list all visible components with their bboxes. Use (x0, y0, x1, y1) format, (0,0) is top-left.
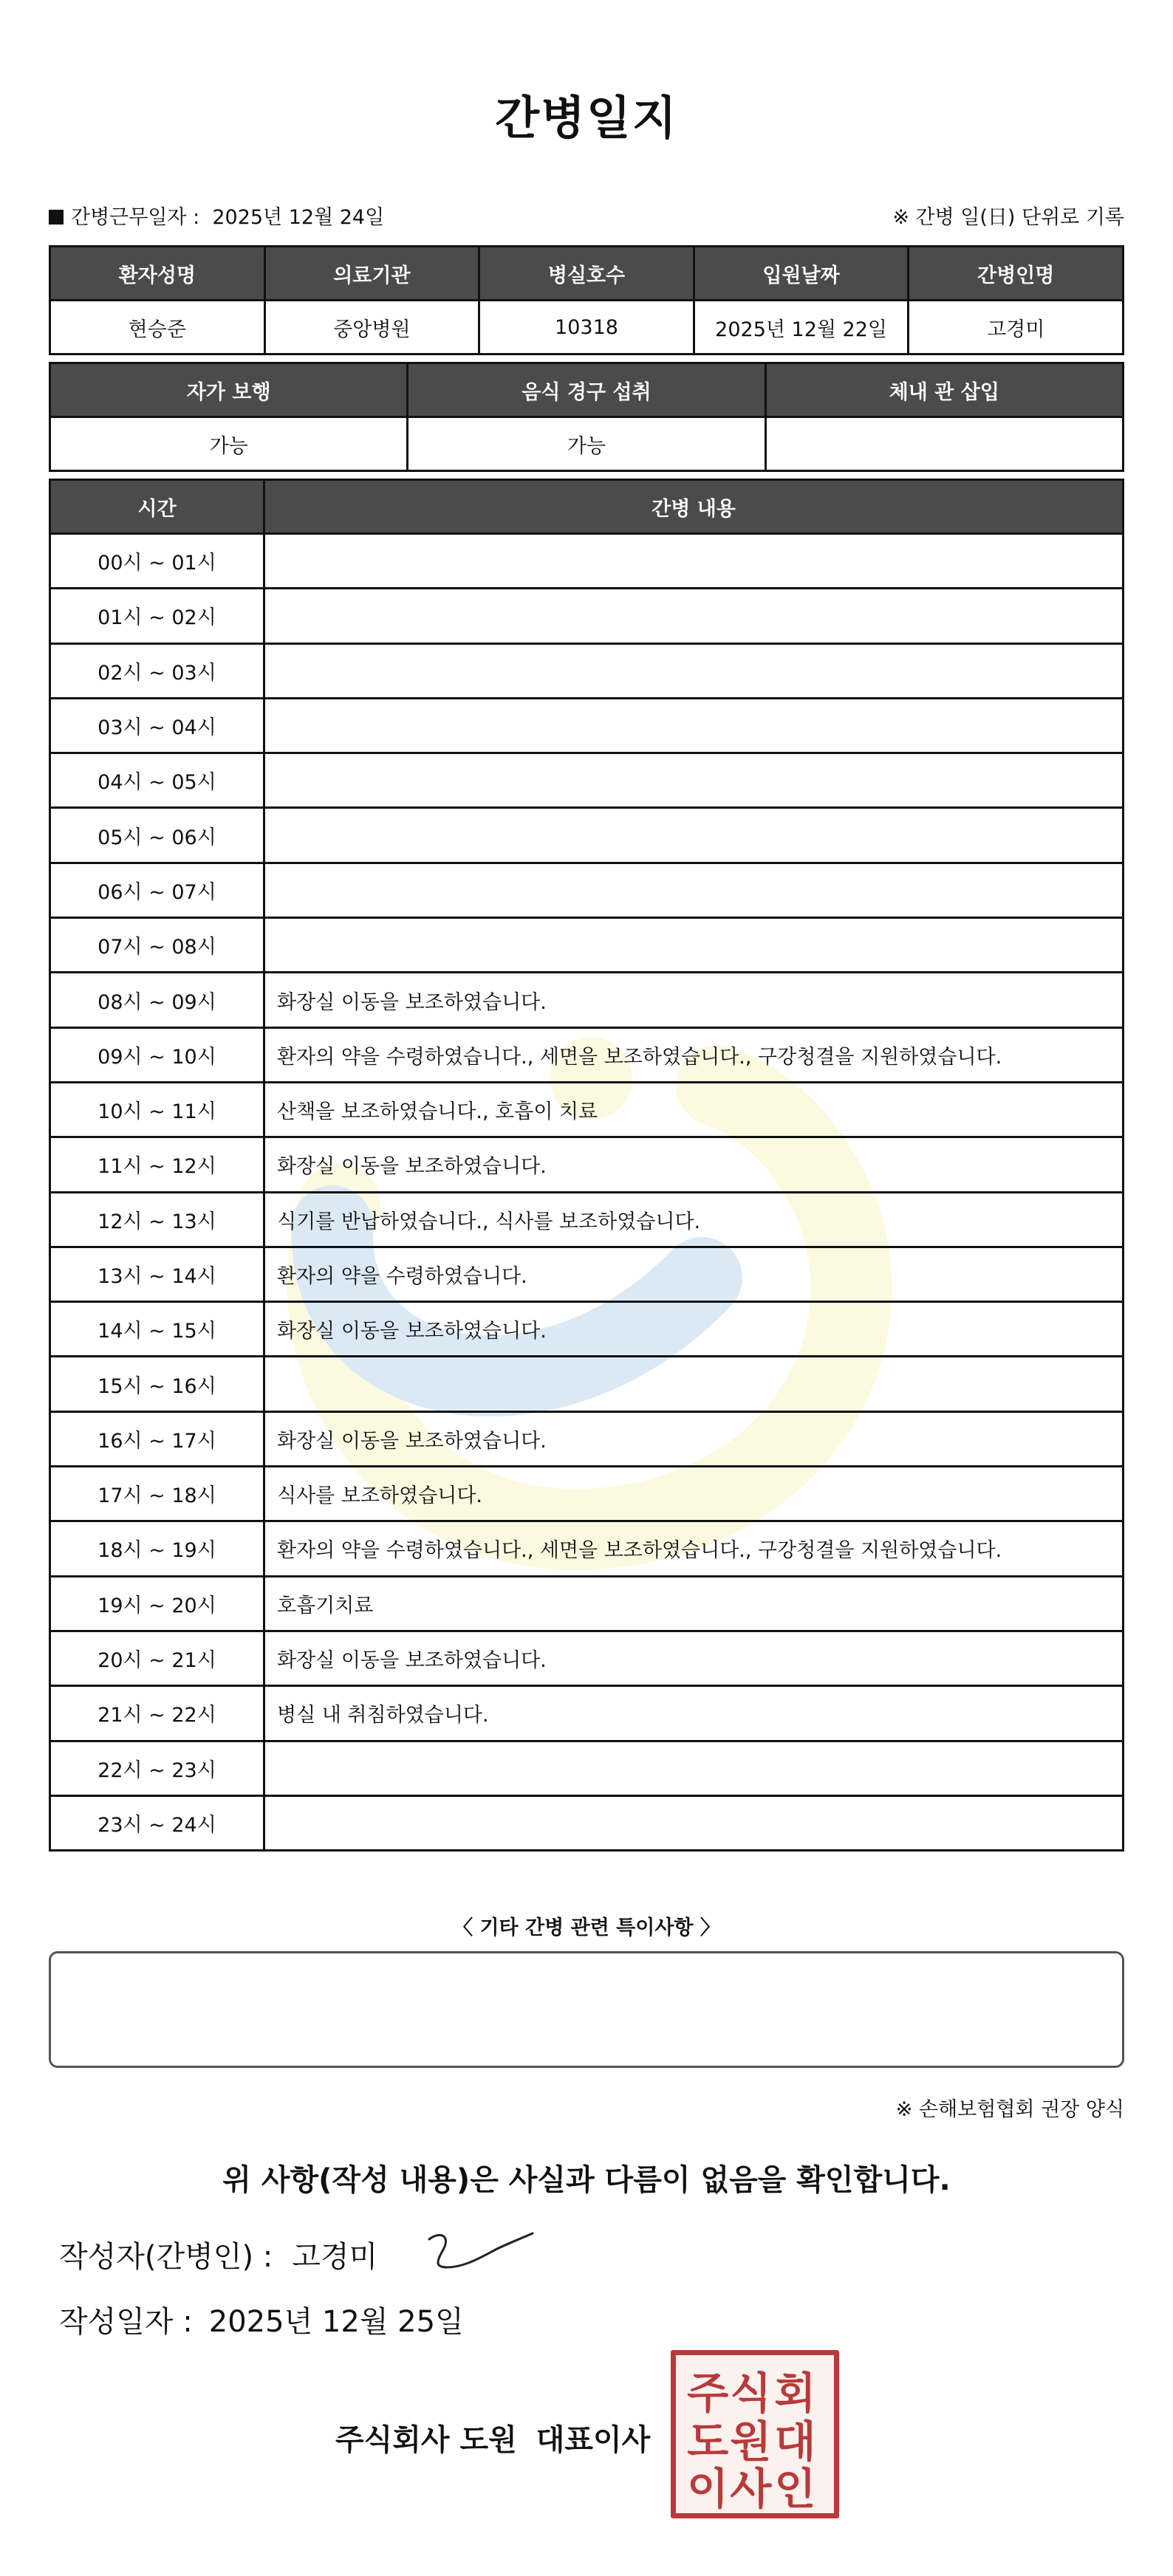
care-log-content (264, 1357, 1124, 1411)
header-patient-name: 환자성명 (50, 247, 265, 301)
care-log-content: 환자의 약을 수령하였습니다., 세면을 보조하였습니다., 구강청결을 지원하였습니다. (264, 1027, 1124, 1082)
care-log-content (264, 918, 1124, 973)
care-log-time: 16시 ~ 17시 (50, 1411, 264, 1466)
seal-char-9: 인 (774, 2463, 816, 2513)
care-log-content (264, 753, 1124, 808)
care-log-row (50, 698, 1124, 753)
written-date-label: 작성일자 : (59, 2305, 193, 2339)
admission-date: 2025년 12월 22일 (694, 301, 909, 354)
care-log-row (50, 1137, 1124, 1192)
care-log-table (49, 479, 1124, 1852)
care-log-row (50, 973, 1124, 1027)
care-log-time: 13시 ~ 14시 (50, 1247, 264, 1301)
tube-insertion (765, 417, 1123, 471)
care-log-row (50, 643, 1124, 698)
form-source-note: ※ 손해보험협회 권장 양식 (895, 2098, 1124, 2121)
notes-box (49, 1951, 1124, 2068)
care-log-body (50, 534, 1124, 1851)
header-hospital: 의료기관 (264, 247, 479, 301)
writer-label: 작성자(간병인) : (59, 2240, 273, 2274)
care-log-row (50, 1576, 1124, 1631)
care-log-row (50, 1631, 1124, 1685)
care-log-row (50, 1411, 1124, 1466)
header-tube-insertion: 체내 관 삽입 (765, 363, 1123, 417)
care-log-content: 화장실 이동을 보조하였습니다. (264, 1411, 1124, 1466)
care-log-content: 산책을 보조하였습니다., 호흡이 치료 (264, 1082, 1124, 1137)
hospital: 중앙병원 (264, 301, 479, 354)
care-log-time: 01시 ~ 02시 (50, 589, 264, 643)
care-log-row (50, 808, 1124, 863)
header-self-walking: 자가 보행 (50, 363, 408, 417)
care-log-time: 12시 ~ 13시 (50, 1192, 264, 1247)
patient-info-table (49, 245, 1124, 355)
care-log-row (50, 1795, 1124, 1850)
company-line (335, 2416, 650, 2459)
care-log-time: 05시 ~ 06시 (50, 808, 264, 863)
company-rep: 대표이사 (536, 2423, 651, 2457)
care-log-content: 환자의 약을 수령하였습니다., 세면을 보조하였습니다., 구강청결을 지원하였습니다. (264, 1521, 1124, 1576)
care-log-row (50, 1357, 1124, 1411)
care-log-time: 02시 ~ 03시 (50, 643, 264, 698)
care-log-row (50, 1247, 1124, 1301)
care-log-content (264, 534, 1124, 589)
care-log-time: 17시 ~ 18시 (50, 1467, 264, 1521)
care-log-row (50, 1302, 1124, 1357)
care-log-content (264, 1795, 1124, 1850)
unit-note: ※ 간병 일(日) 단위로 기록 (892, 206, 1124, 229)
care-log-row (50, 1192, 1124, 1247)
care-log-row (50, 1521, 1124, 1576)
company-name: 주식회사 도원 (335, 2423, 517, 2457)
care-log-time: 11시 ~ 12시 (50, 1137, 264, 1192)
square-bullet-icon (49, 210, 64, 225)
handwritten-signature (425, 2229, 536, 2278)
header-time: 시간 (50, 480, 264, 534)
seal-char-4: 도 (687, 2416, 729, 2467)
care-log-content: 호흡기치료 (264, 1576, 1124, 1631)
care-log-row (50, 1082, 1124, 1137)
seal-char-5: 원 (730, 2416, 772, 2467)
care-log-time: 00시 ~ 01시 (50, 534, 264, 589)
confirmation-statement: 위 사항(작성 내용)은 사실과 다름이 없음을 확인합니다. (222, 2163, 951, 2197)
company-seal-stamp (671, 2350, 839, 2518)
care-log-row (50, 589, 1124, 643)
care-log-time: 03시 ~ 04시 (50, 698, 264, 753)
writer-name: 고경미 (292, 2240, 378, 2274)
care-log-row (50, 1467, 1124, 1521)
seal-char-6: 대 (774, 2416, 816, 2467)
notes-title: 〈 기타 간병 관련 특이사항 〉 (453, 1916, 720, 1939)
room-number: 10318 (479, 301, 694, 354)
patient-name: 현승준 (50, 301, 265, 354)
care-log-row (50, 1741, 1124, 1795)
care-log-time: 21시 ~ 22시 (50, 1686, 264, 1741)
header-room-number: 병실호수 (479, 247, 694, 301)
seal-char-1: 주 (687, 2368, 729, 2419)
care-log-content: 식사를 보조하였습니다. (264, 1467, 1124, 1521)
seal-char-8: 사 (730, 2463, 772, 2513)
care-log-time: 09시 ~ 10시 (50, 1027, 264, 1082)
care-log-time: 10시 ~ 11시 (50, 1082, 264, 1137)
seal-glyphs (676, 2355, 834, 2513)
care-log-row (50, 863, 1124, 917)
care-date (49, 201, 384, 230)
care-log-time: 08시 ~ 09시 (50, 973, 264, 1027)
care-log-time: 18시 ~ 19시 (50, 1521, 264, 1576)
written-date-line (59, 2298, 464, 2340)
care-log-time: 04시 ~ 05시 (50, 753, 264, 808)
care-log-row (50, 1686, 1124, 1741)
header-oral-intake: 음식 경구 섭취 (408, 363, 765, 417)
care-log-row (50, 534, 1124, 589)
seal-char-2: 식 (730, 2368, 772, 2419)
care-log-time: 15시 ~ 16시 (50, 1357, 264, 1411)
care-log-time: 22시 ~ 23시 (50, 1741, 264, 1795)
care-log-time: 23시 ~ 24시 (50, 1795, 264, 1850)
care-log-content: 화장실 이동을 보조하였습니다. (264, 1631, 1124, 1685)
care-log-content (264, 1741, 1124, 1795)
header-admission-date: 입원날짜 (694, 247, 909, 301)
care-log-content: 화장실 이동을 보조하였습니다. (264, 973, 1124, 1027)
care-log-content: 병실 내 취침하였습니다. (264, 1686, 1124, 1741)
care-log-content: 화장실 이동을 보조하였습니다. (264, 1302, 1124, 1357)
care-log-row (50, 918, 1124, 973)
care-log-content (264, 808, 1124, 863)
care-log-content (264, 643, 1124, 698)
caregiver-name: 고경미 (909, 301, 1124, 354)
patient-status-table (49, 362, 1124, 472)
document-title: 간병일지 (495, 91, 678, 145)
self-walking: 가능 (50, 417, 408, 471)
care-log-time: 07시 ~ 08시 (50, 918, 264, 973)
care-log-row (50, 1027, 1124, 1082)
care-log-content: 식기를 반납하였습니다., 식사를 보조하였습니다. (264, 1192, 1124, 1247)
care-log-content (264, 698, 1124, 753)
seal-char-3: 회 (774, 2368, 816, 2419)
care-log-time: 14시 ~ 15시 (50, 1302, 264, 1357)
care-log-content: 환자의 약을 수령하였습니다. (264, 1247, 1124, 1301)
care-log-row (50, 753, 1124, 808)
care-log-time: 20시 ~ 21시 (50, 1631, 264, 1685)
care-log-content (264, 863, 1124, 917)
written-date-value: 2025년 12월 25일 (208, 2305, 464, 2339)
oral-intake: 가능 (408, 417, 765, 471)
care-log-content (264, 589, 1124, 643)
care-log-time: 19시 ~ 20시 (50, 1576, 264, 1631)
care-date-label: 간병근무일자 : (71, 206, 200, 229)
care-date-value: 2025년 12월 24일 (212, 206, 385, 229)
writer-line (59, 2233, 377, 2275)
header-caregiver-name: 간병인명 (909, 247, 1124, 301)
care-log-content: 화장실 이동을 보조하였습니다. (264, 1137, 1124, 1192)
seal-char-7: 이 (687, 2463, 729, 2513)
header-care-content: 간병 내용 (264, 480, 1124, 534)
care-log-time: 06시 ~ 07시 (50, 863, 264, 917)
